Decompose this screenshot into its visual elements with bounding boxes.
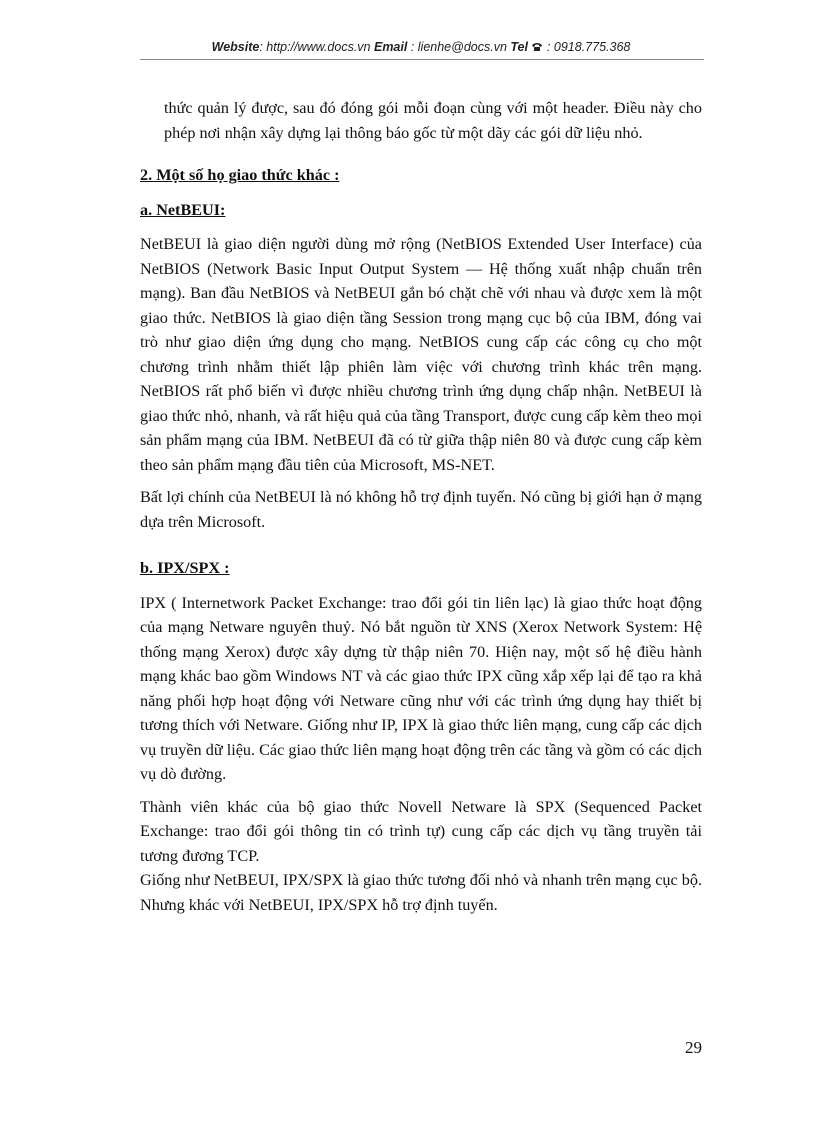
email-value: : lienhe@docs.vn [407, 40, 511, 54]
tel-value: : 0918.775.368 [543, 40, 631, 54]
netbeui-paragraph-2: Bất lợi chính của NetBEUI là nó không hỗ trợ định tuyến. Nó cũng bị giới hạn ở mạng dựa trên Microsoft. [140, 488, 702, 531]
phone-icon [531, 42, 543, 52]
page-number: 29 [685, 1038, 702, 1057]
header-divider [140, 59, 704, 60]
ipxspx-title: b. IPX/SPX : [140, 559, 230, 577]
netbeui-paragraph-1: NetBEUI là giao diện người dùng mở rộng (NetBIOS Extended User Interface) của NetBIOS (Network Basic Input Output System — Hệ thống xuất nhập chuẩn trên mạng). Ban đầu NetBIOS và NetBEUI gắn bó chặt chẽ với nhau và được xem là một giao thức. NetBIOS là giao diện tầng Session trong mạng cục bộ của IBM, đóng vai trò như giao diện ứng dụng cho mạng. NetBIOS cung cấp các công cụ cho một chương trình nhằm thiết lập phiên làm việc với chương trình khác trên mạng. NetBIOS rất phổ biến vì được nhiều chương trình ứng dụng chấp nhận. NetBEUI là giao thức nhỏ, nhanh, và rất hiệu quả của tầng Transport, được cung cấp kèm theo mọi sản phẩm mạng của IBM. NetBEUI đã có từ giữa thập niên 80 và được cung cấp kèm theo sản phẩm mạng đầu tiên của Microsoft, MS-NET. [140, 235, 702, 474]
email-label: Email [373, 40, 408, 54]
ipxspx-paragraph-3: Giống như NetBEUI, IPX/SPX là giao thức tương đối nhỏ và nhanh trên mạng cục bộ. Nhưng khác với NetBEUI, IPX/SPX hỗ trợ định tuyến. [140, 871, 702, 914]
intro-paragraph: thức quản lý được, sau đó đóng gói mỗi đoạn cùng với một header. Điều này cho phép nơi nhận xây dựng lại thông báo gốc từ một dãy các gói dữ liệu nhỏ. [164, 99, 702, 142]
ipxspx-paragraph-1: IPX ( Internetwork Packet Exchange: trao đổi gói tin liên lạc) là giao thức hoạt động của mạng Netware nguyên thuỷ. Nó bắt nguồn từ XNS (Xerox Network System: Hệ thống mạng Xerox) được xây dựng từ thập niên 70. Hiện nay, một số hệ điều hành mạng khác bao gồm Windows NT và các giao thức IPX cũng xắp xếp lại để tạo ra khả năng phối hợp hoạt động với Netware cũng như với các trình ứng dụng hay thiết bị tương thích với Netware. Giống như IP, IPX là giao thức liên mạng, cung cấp các dịch vụ truyền dữ liệu. Các giao thức liên mạng hoạt động trên các tầng và gồm có các dịch vụ dò đường. [140, 593, 702, 783]
website-label: Website [211, 40, 260, 54]
page-header [140, 40, 702, 54]
website-value: : http://www.docs.vn [259, 40, 374, 54]
page-content [140, 96, 702, 917]
ipxspx-paragraph-2: Thành viên khác của bộ giao thức Novell Netware là SPX (Sequenced Packet Exchange: trao đổi gói thông tin có trình tự) cung cấp các dịch vụ tầng truyền tải tương đương TCP. [140, 797, 702, 865]
section-title: 2. Một số họ giao thức khác : [140, 166, 340, 184]
tel-label: Tel [510, 40, 528, 54]
netbeui-title: a. NetBEUI: [140, 200, 226, 219]
